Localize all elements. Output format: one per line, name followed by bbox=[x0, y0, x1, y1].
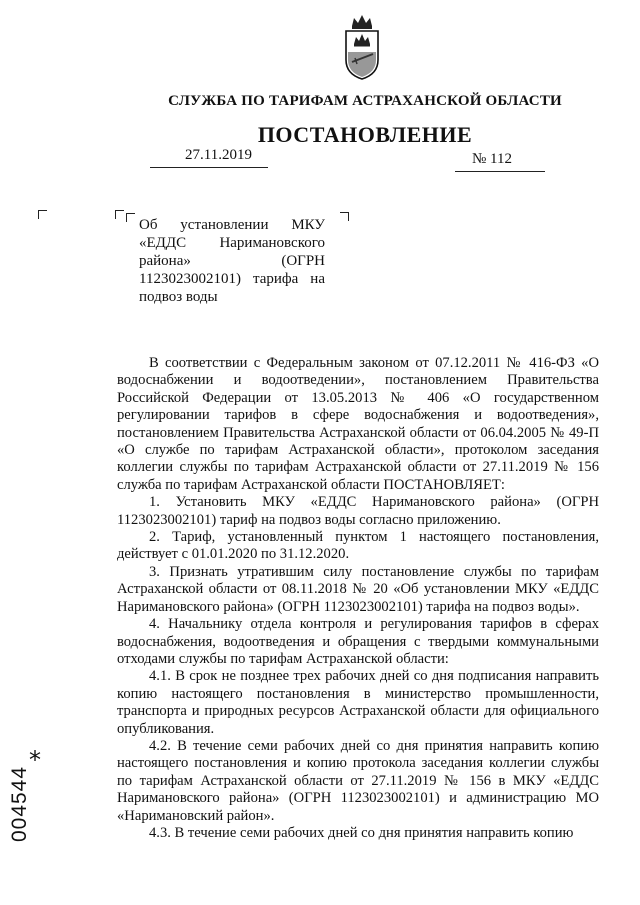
clause-3: 3. Признать утратившим силу постановление службы по тарифам Астраханской области от 08.11.2018 № 20 «Об установлении МКУ «ЕДДС Наримановского района» (ОГРН 1123023002101) тарифа на подвоз воды». bbox=[117, 563, 599, 615]
astrakhan-coat-of-arms-icon bbox=[340, 12, 384, 82]
corner-mark bbox=[126, 213, 135, 222]
document-number: № 112 bbox=[472, 151, 513, 167]
date-underline bbox=[150, 167, 268, 168]
organization-name: СЛУЖБА ПО ТАРИФАМ АСТРАХАНСКОЙ ОБЛАСТИ bbox=[168, 93, 562, 109]
clause-4-2: 4.2. В течение семи рабочих дней со дня принятия направить копию настоящего постановления и копию протокола заседания коллегии службы по тарифам Астраханской области от 27.11.2019 № 156 в МКУ «ЕДДС Наримановского района» (ОГРН 1123023002101) и администрацию МО «Наримановский район». bbox=[117, 737, 599, 824]
clause-1: 1. Установить МКУ «ЕДДС Наримановского района» (ОГРН 1123023002101) тариф на подвоз воды согласно приложению. bbox=[117, 494, 599, 528]
document-date: 27.11.2019 bbox=[185, 147, 252, 163]
document-type: ПОСТАНОВЛЕНИЕ bbox=[257, 122, 473, 147]
document-subject: Об установлении МКУ «ЕДДС Наримановского района» (ОГРН 1123023002101) тарифа на подвоз воды bbox=[139, 217, 325, 305]
clause-4-1: 4.1. В срок не позднее трех рабочих дней со дня подписания направить копию настоящего постановления в министерство промышленности, транспорта и природных ресурсов Астраханской области для официального опубликования. bbox=[117, 668, 599, 737]
document-body bbox=[117, 355, 599, 842]
clause-4-3: 4.3. В течение семи рабочих дней со дня принятия направить копию bbox=[149, 824, 574, 841]
clause-2: 2. Тариф, установленный пунктом 1 настоящего постановления, действует с 01.01.2020 по 31.12.2020. bbox=[117, 529, 599, 563]
corner-mark bbox=[115, 210, 124, 219]
registration-stamp bbox=[4, 748, 54, 868]
number-underline bbox=[455, 171, 545, 172]
preamble-paragraph: В соответствии с Федеральным законом от 07.12.2011 № 416-ФЗ «О водоснабжении и водоотведении», постановлением Правительства Российской Федерации от 13.05.2013 № 406 «О государственном регулировании тарифов в сфере водоснабжения и водоотведения», постановлением Правительства Астраханской области от 06.04.2005 № 49-П «О службе по тарифам Астраханской области», протоколом заседания коллегии службы по тарифам Астраханской области от 27.11.2019 № 156 служба по тарифам Астраханской области ПОСТАНОВЛЯЕТ: bbox=[117, 355, 599, 493]
corner-mark bbox=[340, 212, 349, 221]
stamp-star: * bbox=[29, 746, 41, 774]
corner-mark bbox=[38, 210, 47, 219]
clause-4: 4. Начальнику отдела контроля и регулирования тарифов в сферах водоснабжения, водоотведения и обращения с твердыми коммунальными отходами службы по тарифам Астраханской области: bbox=[117, 616, 599, 667]
stamp-serial: 004544 bbox=[8, 765, 32, 843]
